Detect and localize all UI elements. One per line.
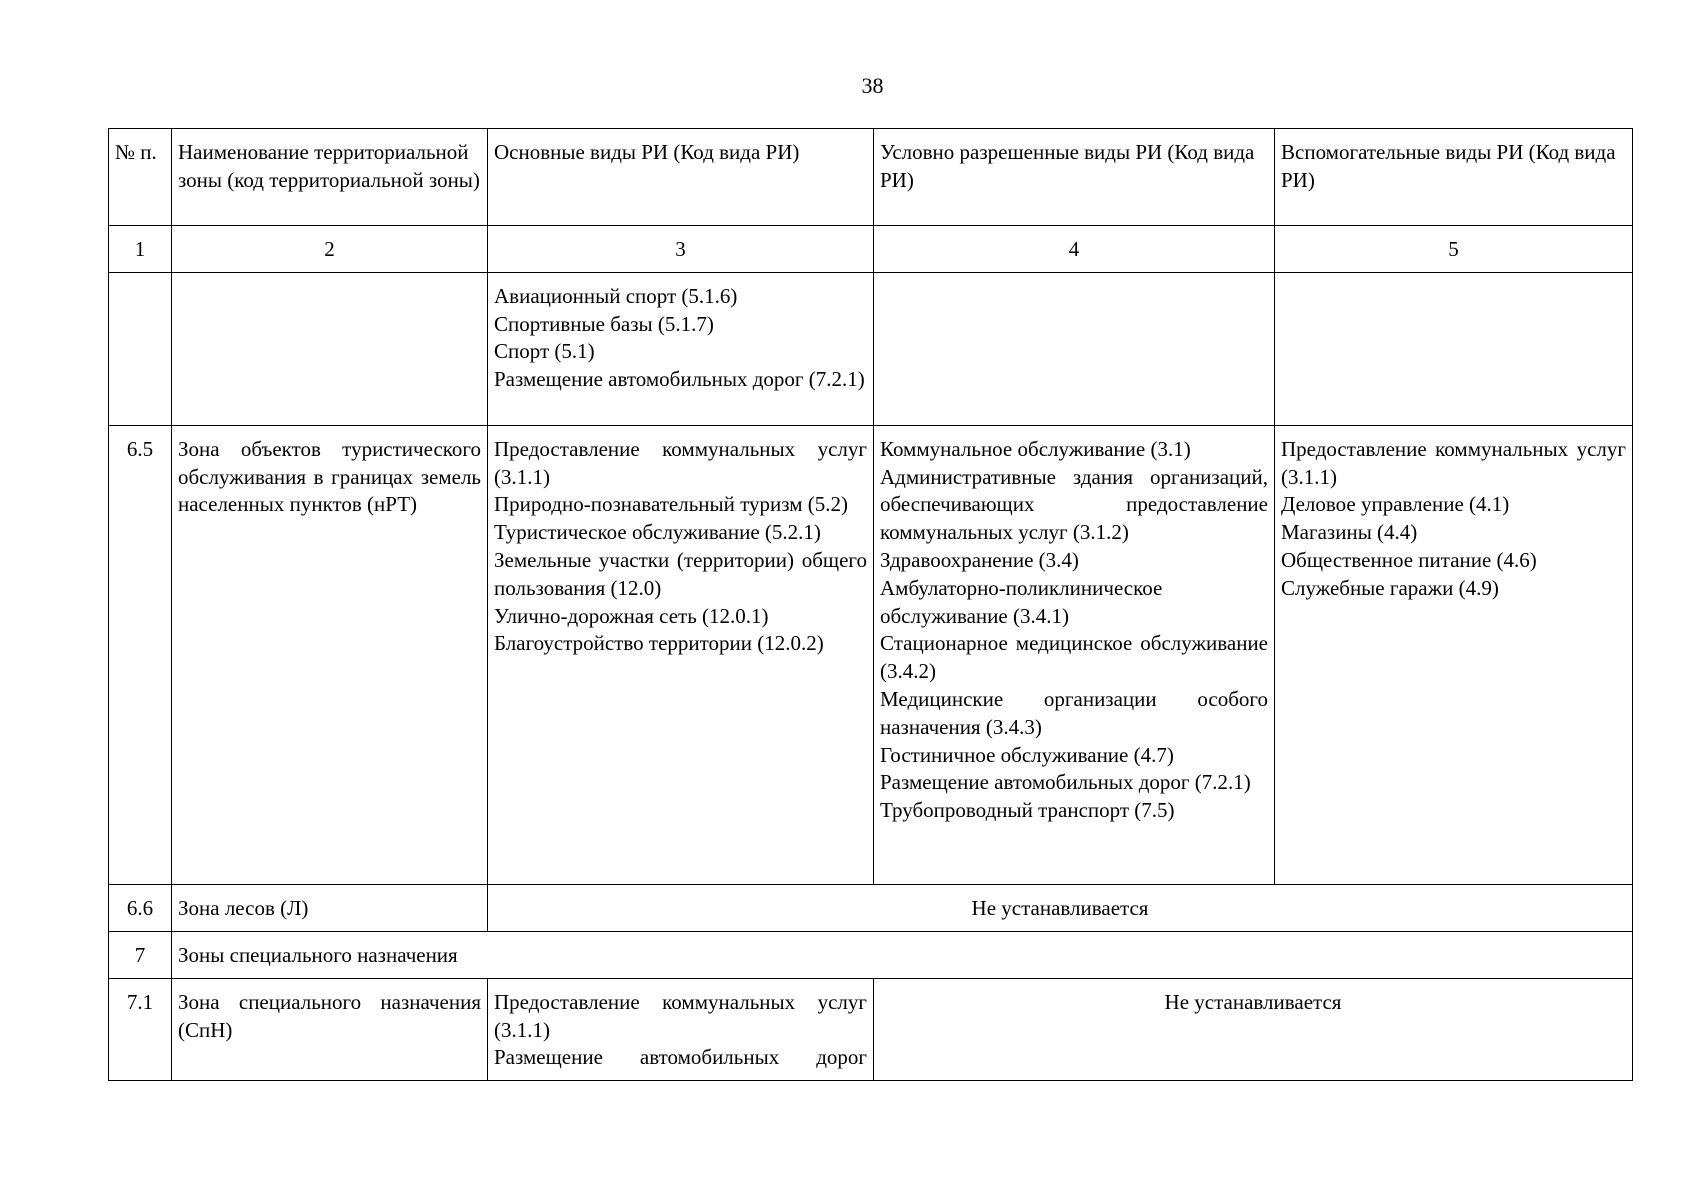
list-item: Магазины (4.4) xyxy=(1281,520,1418,545)
table-row-7-section xyxy=(109,931,1633,978)
empty-cell xyxy=(874,272,1275,425)
list-item: Гостиничное обслуживание (4.7) xyxy=(880,742,1174,767)
land-use-zones-table xyxy=(108,128,1633,1081)
list-item: Размещение автомобильных дорог (7.2.1) xyxy=(880,770,1251,795)
not-established-value: Не устанавливается xyxy=(488,884,1633,931)
column-number-cell: 4 xyxy=(874,226,1275,273)
list-item: Благоустройство территории (12.0.2) xyxy=(494,631,824,656)
table-row-7-1 xyxy=(109,978,1633,1080)
not-established-value: Не устанавливается xyxy=(874,978,1633,1080)
header-cell-zone-name: Наименование территориальной зоны (код территориальной зоны) xyxy=(172,129,488,226)
list-item: Авиационный спорт (5.1.6) xyxy=(494,283,738,308)
zone-name: Зона специального назначения (СпН) xyxy=(172,978,488,1080)
list-item: Предоставление коммунальных услуг (3.1.1) xyxy=(1281,436,1626,489)
list-item: Предоставление коммунальных услуг (3.1.1) xyxy=(494,989,867,1042)
table-row-continuation xyxy=(109,272,1633,425)
row-number: 7.1 xyxy=(109,978,172,1080)
zone-name: Зона объектов туристического обслуживания в границах земель населенных пунктов (нРТ) xyxy=(172,425,488,884)
table-header-row xyxy=(109,129,1633,226)
list-item: Общественное питание (4.6) xyxy=(1281,547,1537,572)
main-uses-cell xyxy=(488,272,874,425)
list-item: Административные здания организаций, обеспечивающих предоставление коммунальных услуг (3.1.2) xyxy=(880,464,1268,545)
list-item: Земельные участки (территории) общего пользования (12.0) xyxy=(494,547,867,600)
table-row-6-5 xyxy=(109,425,1633,884)
list-item: Улично-дорожная сеть (12.0.1) xyxy=(494,603,769,628)
page-number: 38 xyxy=(861,73,884,98)
empty-cell xyxy=(172,272,488,425)
column-number-cell: 5 xyxy=(1275,226,1633,273)
list-item: Спортивные базы (5.1.7) xyxy=(494,311,714,336)
empty-cell xyxy=(109,272,172,425)
list-item: Медицинские организации особого назначения (3.4.3) xyxy=(880,686,1268,739)
zone-name: Зона лесов (Л) xyxy=(172,884,488,931)
list-item: Деловое управление (4.1) xyxy=(1281,492,1510,517)
header-cell-number: № п. xyxy=(109,129,172,226)
row-number: 6.6 xyxy=(109,884,172,931)
list-item: Амбулаторно-поликлиническое обслуживание (3.4.1) xyxy=(880,575,1163,628)
header-cell-auxiliary-uses: Вспомогательные виды РИ (Код вида РИ) xyxy=(1275,129,1633,226)
row-number: 7 xyxy=(109,931,172,978)
table-row-6-6 xyxy=(109,884,1633,931)
conditional-uses-cell xyxy=(874,425,1275,884)
column-number-cell: 2 xyxy=(172,226,488,273)
list-item: Здравоохранение (3.4) xyxy=(880,547,1079,572)
column-number-cell: 1 xyxy=(109,226,172,273)
list-item: Служебные гаражи (4.9) xyxy=(1281,575,1499,600)
main-uses-cell xyxy=(488,978,874,1080)
empty-cell xyxy=(1275,272,1633,425)
header-cell-main-uses: Основные виды РИ (Код вида РИ) xyxy=(488,129,874,226)
list-item: Коммунальное обслуживание (3.1) xyxy=(880,436,1191,461)
list-item: Спорт (5.1) xyxy=(494,339,595,364)
section-title: Зоны специального назначения xyxy=(172,931,1633,978)
list-item: Размещение автомобильных дорог xyxy=(494,1045,867,1070)
list-item: Трубопроводный транспорт (7.5) xyxy=(880,798,1175,823)
list-item: Туристическое обслуживание (5.2.1) xyxy=(494,520,821,545)
row-number: 6.5 xyxy=(109,425,172,884)
header-cell-conditional-uses: Условно разрешенные виды РИ (Код вида РИ) xyxy=(874,129,1275,226)
list-item: Стационарное медицинское обслуживание (3.4.2) xyxy=(880,631,1268,684)
main-uses-cell xyxy=(488,425,874,884)
auxiliary-uses-cell xyxy=(1275,425,1633,884)
column-number-row xyxy=(109,226,1633,273)
list-item: Размещение автомобильных дорог (7.2.1) xyxy=(494,367,865,392)
list-item: Предоставление коммунальных услуг (3.1.1) xyxy=(494,436,867,489)
column-number-cell: 3 xyxy=(488,226,874,273)
list-item: Природно-познавательный туризм (5.2) xyxy=(494,492,849,517)
